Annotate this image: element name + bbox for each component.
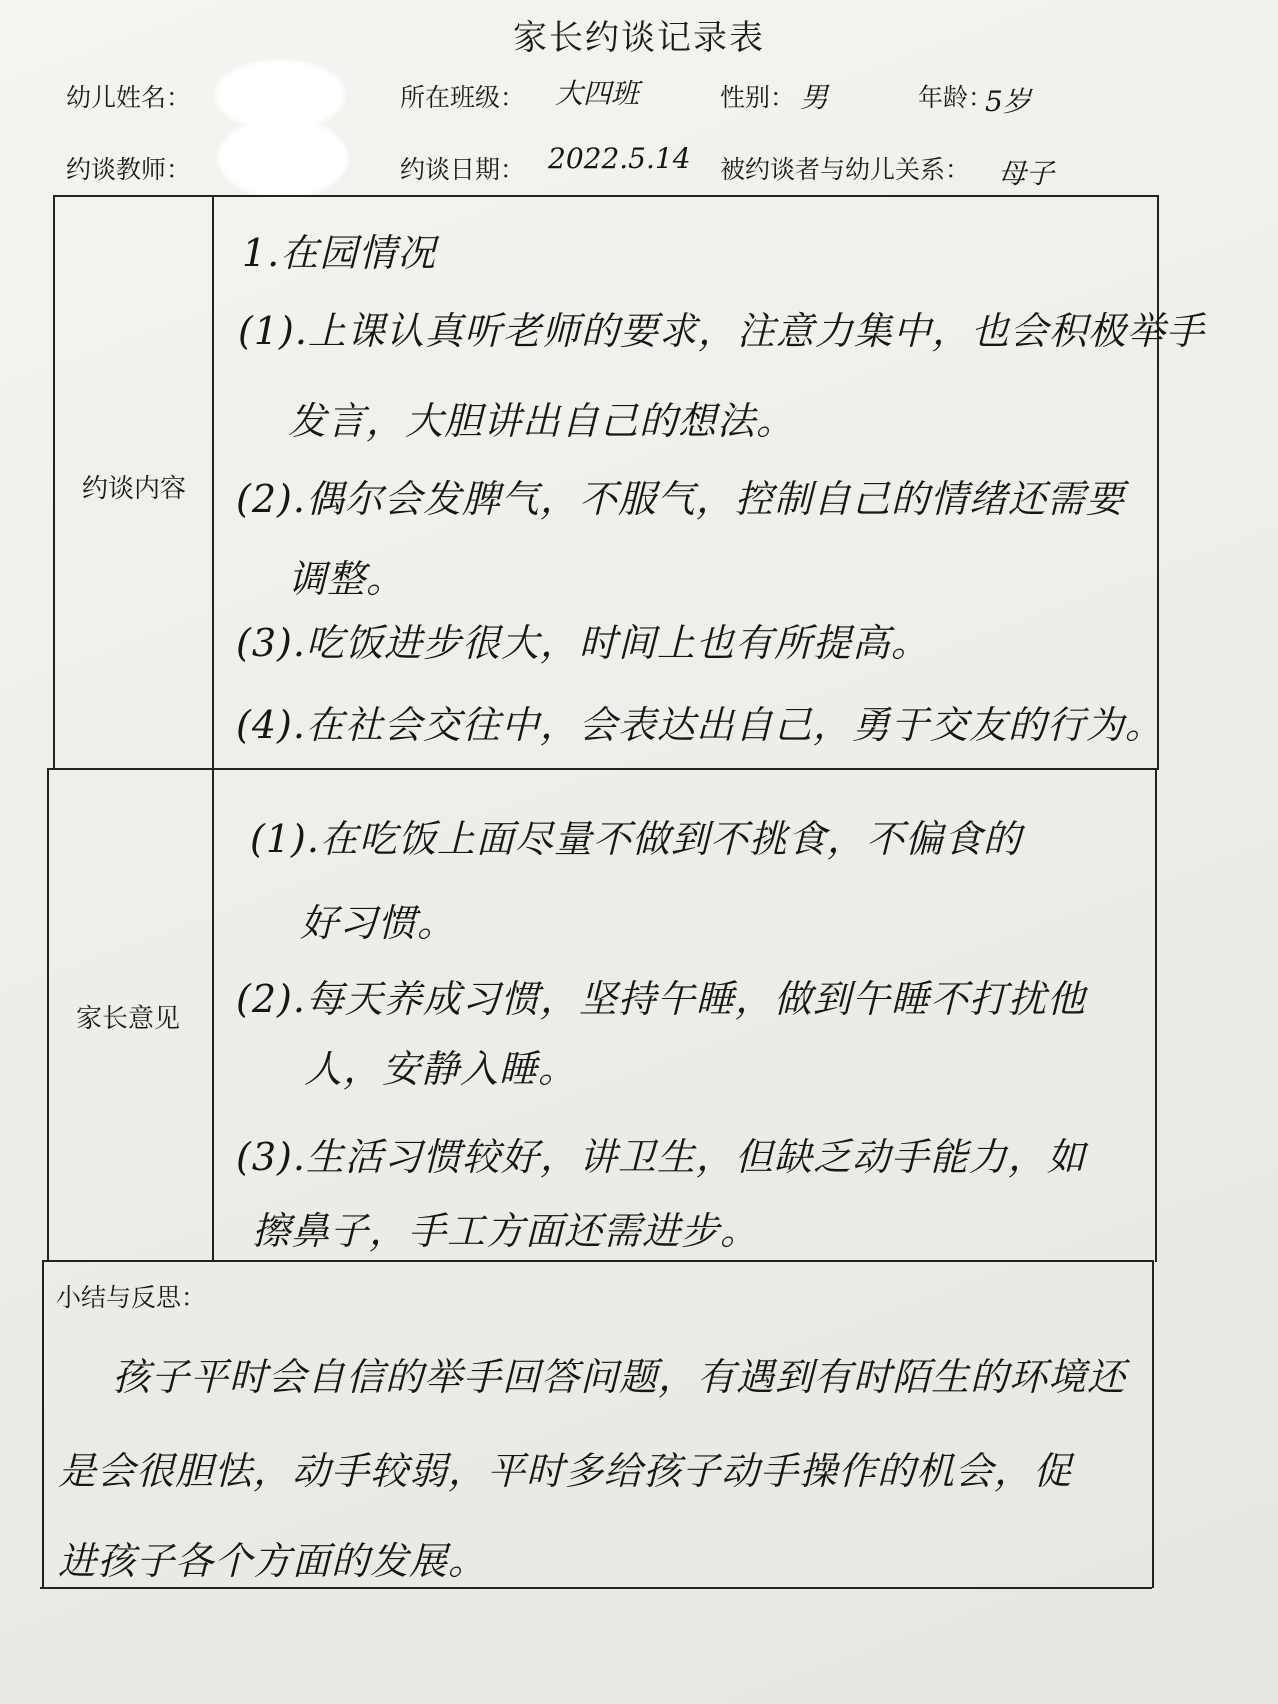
age-label: 年龄： xyxy=(918,83,994,112)
gender-label: 性别： xyxy=(720,83,796,112)
content-line: (3).吃饭进步很大，时间上也有所提高。 xyxy=(236,621,930,665)
content-line: (4).在社会交往中，会表达出自己，勇于交友的行为。 xyxy=(236,703,1164,747)
table-border-left xyxy=(42,1260,44,1588)
opinion-line: (1).在吃饭上面尽量不做到不挑食，不偏食的 xyxy=(250,817,1022,861)
redaction-mark xyxy=(218,118,348,198)
relation-value: 母子 xyxy=(998,157,1055,190)
content-line: 调整。 xyxy=(288,557,406,601)
opinion-line: (2).每天养成习惯，坚持午睡，做到午睡不打扰他 xyxy=(236,977,1086,1021)
relation-label: 被约谈者与幼儿关系： xyxy=(720,155,971,184)
table-border-top xyxy=(55,195,1159,197)
child-name-label: 幼儿姓名： xyxy=(66,83,192,112)
opinion-line: (3).生活习惯较好，讲卫生，但缺乏动手能力，如 xyxy=(236,1135,1086,1179)
date-value: 2022.5.14 xyxy=(548,142,691,175)
summary-section-label: 小结与反思： xyxy=(56,1283,207,1312)
content-line: (1).上课认真听老师的要求，注意力集中，也会积极举手 xyxy=(238,309,1205,353)
table-divider xyxy=(42,1260,1154,1262)
content-line: (2).偶尔会发脾气，不服气，控制自己的情绪还需要 xyxy=(236,477,1125,521)
table-border-right xyxy=(1157,195,1159,770)
summary-line: 孩子平时会自信的举手回答问题，有遇到有时陌生的环境还 xyxy=(112,1355,1127,1399)
table-border-right xyxy=(1155,768,1157,1262)
content-section-label: 约谈内容 xyxy=(81,474,186,504)
opinion-line: 擦鼻子，手工方面还需进步。 xyxy=(252,1209,760,1253)
date-label: 约谈日期： xyxy=(400,155,526,184)
opinion-line: 好习惯。 xyxy=(300,901,457,945)
column-divider xyxy=(212,195,214,1261)
opinion-line: 人，安静入睡。 xyxy=(304,1047,578,1091)
content-line: 1.在园情况 xyxy=(242,231,437,275)
class-value: 大四班 xyxy=(555,77,640,110)
class-label: 所在班级： xyxy=(400,83,526,112)
age-value: 5岁 xyxy=(985,85,1031,118)
content-line: 发言，大胆讲出自己的想法。 xyxy=(288,399,796,443)
table-border-bottom xyxy=(40,1587,1152,1589)
summary-line: 进孩子各个方面的发展。 xyxy=(58,1539,488,1583)
parent-opinion-section-label: 家长意见 xyxy=(75,1004,180,1034)
teacher-label: 约谈教师： xyxy=(66,155,192,184)
gender-value: 男 xyxy=(800,81,829,114)
page-title: 家长约谈记录表 xyxy=(513,18,765,58)
summary-line: 是会很胆怯，动手较弱，平时多给孩子动手操作的机会，促 xyxy=(58,1449,1073,1493)
table-border-right xyxy=(1152,1260,1154,1588)
